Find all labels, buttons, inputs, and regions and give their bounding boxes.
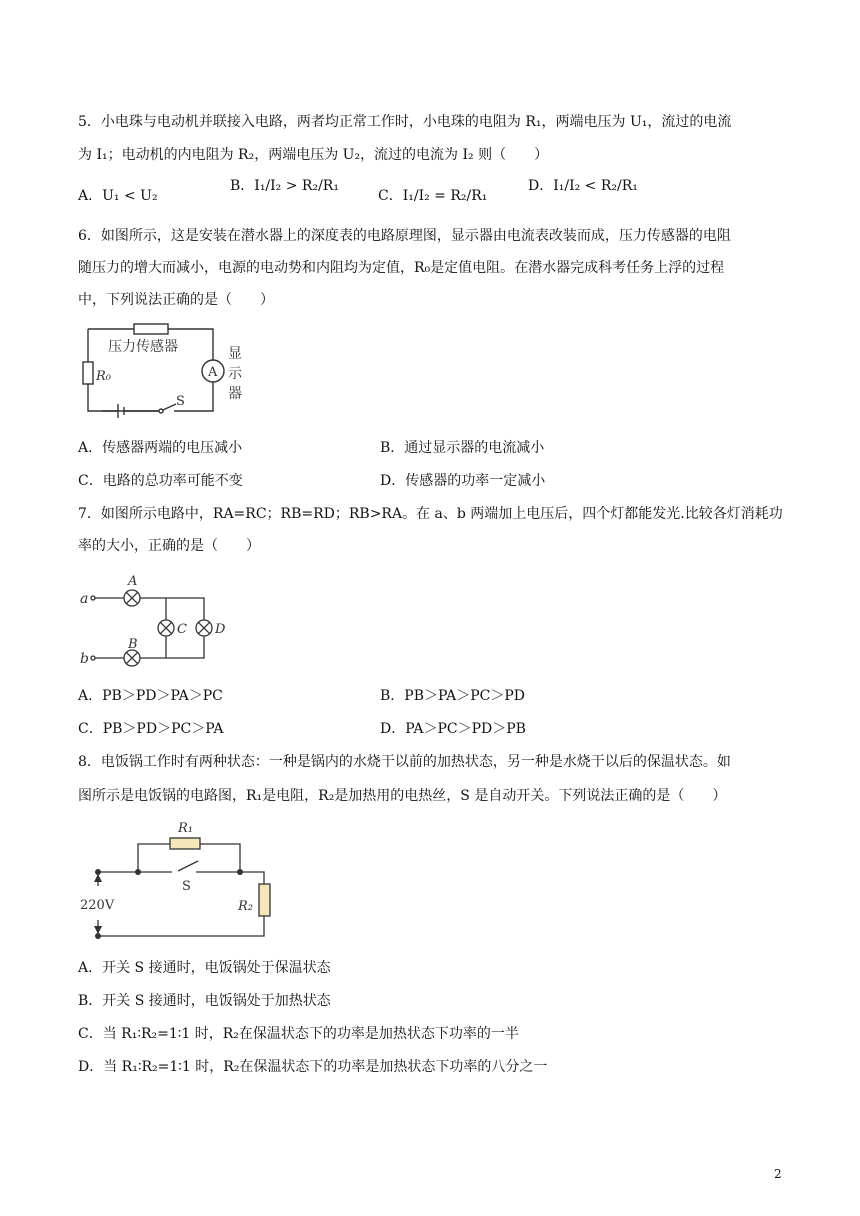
q7-lamp-c-label: C — [177, 622, 187, 637]
q5-stem-line2: 为 I₁；电动机的内电阻为 R₂，两端电压为 U₂，流过的电流为 I₂ 则（ ） — [78, 147, 549, 163]
q5-option-b[interactable]: B．I₁/I₂ > R₂/R₁ — [230, 178, 339, 194]
q8-voltage-label: 220V — [80, 898, 115, 913]
ammeter-symbol: A — [208, 365, 218, 380]
q6-display-char-2: 示 — [228, 366, 242, 382]
q7-option-d[interactable]: D．PA＞PC＞PD＞PB — [380, 721, 526, 737]
q6-option-d[interactable]: D．传感器的功率一定减小 — [380, 473, 546, 489]
q8-option-a[interactable]: A．开关 S 接通时，电饭锅处于保温状态 — [78, 960, 331, 976]
q5-option-d[interactable]: D．I₁/I₂ < R₂/R₁ — [528, 178, 638, 194]
q8-switch-label: S — [182, 879, 191, 894]
q8-stem-line2: 图所示是电饭锅的电路图，R₁是电阻，R₂是加热用的电热丝，S 是自动开关。下列说法正确的是（ ） — [78, 788, 727, 804]
q5-option-a[interactable]: A．U₁ < U₂ — [78, 188, 158, 204]
q6-option-b[interactable]: B．通过显示器的电流减小 — [380, 440, 545, 456]
q6-stem-line3: 中，下列说法正确的是（ ） — [78, 292, 274, 308]
q6-stem-line1: 6．如图所示，这是安装在潜水器上的深度表的电路原理图，显示器由电流表改装而成，压力传感器的电阻 — [78, 228, 731, 244]
q8-r1-label: R₁ — [178, 821, 193, 836]
q6-display-char-3: 器 — [228, 386, 242, 402]
q6-circuit-figure — [78, 318, 258, 418]
q7-option-a[interactable]: A．PB＞PD＞PA＞PC — [78, 688, 223, 704]
q8-option-c[interactable]: C．当 R₁∶R₂=1∶1 时，R₂在保温状态下的功率是加热状态下功率的一半 — [78, 1026, 519, 1042]
q7-stem-line2: 率的大小，正确的是（ ） — [78, 538, 260, 554]
q8-r2-label: R₂ — [238, 899, 253, 914]
q6-stem-line2: 随压力的增大而减小，电源的电动势和内阻均为定值，R₀是定值电阻。在潜水器完成科考任务上浮的过程 — [78, 260, 725, 276]
q5-option-c[interactable]: C．I₁/I₂ = R₂/R₁ — [378, 188, 488, 204]
q6-display-char-1: 显 — [228, 346, 242, 362]
q8-circuit-figure — [74, 812, 284, 944]
q7-terminal-b: b — [80, 651, 89, 667]
q7-lamp-d-label: D — [215, 622, 226, 637]
q7-option-b[interactable]: B．PB＞PA＞PC＞PD — [380, 688, 526, 704]
q5-stem-line1: 5．小电珠与电动机并联接入电路，两者均正常工作时，小电珠的电阻为 R₁，两端电压为 U₁，流过的电流 — [78, 114, 732, 130]
q7-circuit-figure — [74, 570, 234, 670]
q8-option-b[interactable]: B．开关 S 接通时，电饭锅处于加热状态 — [78, 993, 331, 1009]
q7-stem-line1: 7．如图所示电路中，RA=RC；RB=RD；RB>RA。在 a、b 两端加上电压后，四个灯都能发光.比较各灯消耗功 — [78, 506, 783, 522]
q7-lamp-a-label: A — [128, 574, 138, 589]
page-number: 2 — [774, 1167, 782, 1181]
q6-r0-label: R₀ — [96, 369, 111, 384]
q6-switch-label: S — [176, 394, 185, 409]
q7-terminal-a: a — [80, 591, 89, 607]
q6-sensor-label: 压力传感器 — [108, 339, 178, 355]
q7-lamp-b-label: B — [128, 637, 138, 652]
q6-option-a[interactable]: A．传感器两端的电压减小 — [78, 440, 243, 456]
q8-option-d[interactable]: D．当 R₁∶R₂=1∶1 时，R₂在保温状态下的功率是加热状态下功率的八分之一 — [78, 1059, 548, 1075]
q6-option-c[interactable]: C．电路的总功率可能不变 — [78, 473, 243, 489]
q7-option-c[interactable]: C．PB＞PD＞PC＞PA — [78, 721, 224, 737]
q8-stem-line1: 8．电饭锅工作时有两种状态：一种是锅内的水烧干以前的加热状态，另一种是水烧干以后的保温状态。如 — [78, 754, 731, 770]
